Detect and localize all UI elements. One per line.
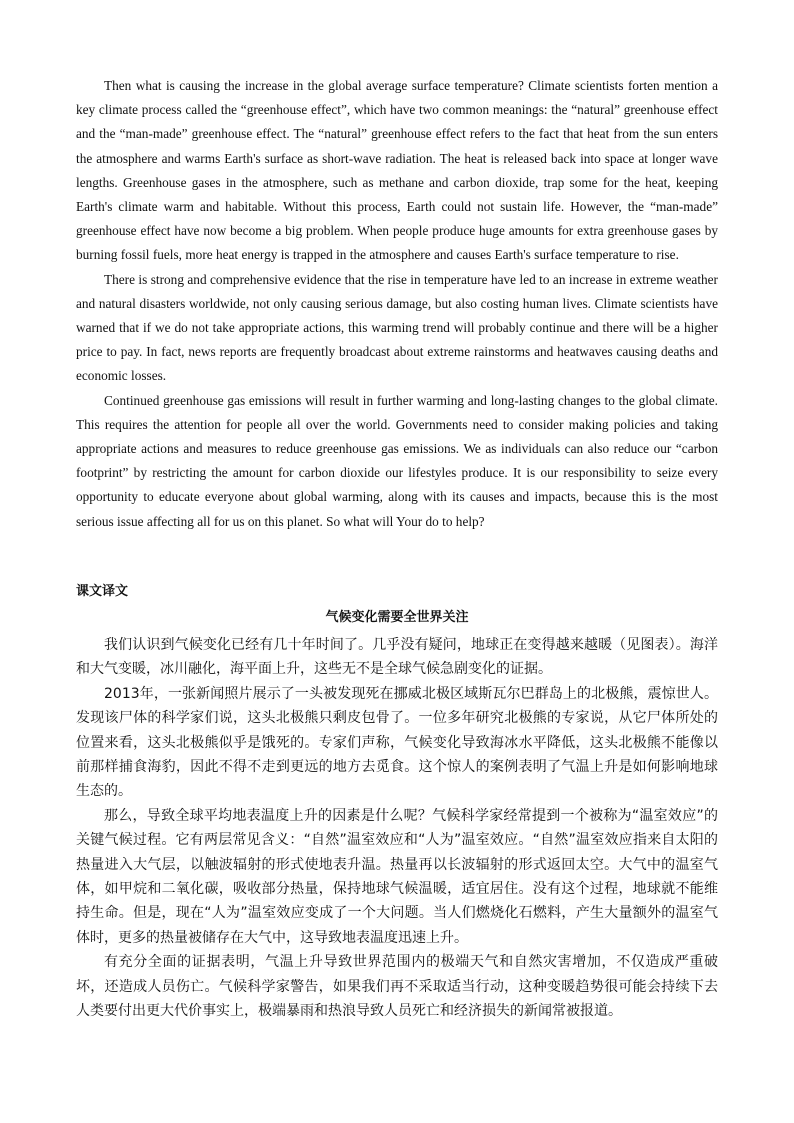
english-text-block: [76, 74, 718, 534]
translation-title: 气候变化需要全世界关注: [325, 610, 469, 625]
chinese-paragraph: 那么，导致全球平均地表温度上升的因素是什么呢？气候科学家经常提到一个被称为“温室效应”的关键气候过程。它有两层常见含义：“自然”温室效应和“人为”温室效应。“自然”温室效应指来自太阳的热量进入大气层，以触波辐射的形式使地表升温。热量再以长波辐射的形式返回太空。大气中的温室气体，如甲烷和二氧化碳，吸收部分热量，保持地球气候温暖，适宜居住。没有这个过程，地球就不能维持生命。但是，现在“人为”温室效应变成了一个大问题。当人们燃烧化石燃料，产生大量额外的温室气体时，更多的热量被储存在大气中，这导致地表温度迅速上升。: [76, 807, 718, 946]
english-paragraph: There is strong and comprehensive evidence that the rise in temperature have led to an increase in extreme weather and natural disasters worldwide, not only causing serious damage, but also costing human lives. Climate scientists have warned that if we do not take appropriate actions, this warming trend will probably continue and there will be a higher price to pay. In fact, news reports are frequently broadcast about extreme rainstorms and heatwaves causing deaths and economic losses.: [76, 271, 718, 384]
chinese-paragraph: 有充分全面的证据表明，气温上升导致世界范围内的极端天气和自然灾害增加，不仅造成严重破坏，还造成人员伤亡。气候科学家警告，如果我们再不采取适当行动，这种变暖趋势很可能会持续下去人类要付出更大代价事实上，极端暴雨和热浪导致人员死亡和经济损失的新闻常被报道。: [76, 954, 718, 1020]
chinese-paragraph: 2013年，一张新闻照片展示了一头被发现死在挪威北极区域斯瓦尔巴群岛上的北极熊，震惊世人。发现该尸体的科学家们说，这头北极熊只剩皮包骨了。一位多年研究北极熊的专家说，从它尸体所处的位置来看，这头北极熊似乎是饿死的。专家们声称，气候变化导致海冰水平降低，这头北极熊不能像以前那样捕食海豹，因此不得不走到更远的地方去觅食。这个惊人的案例表明了气温上升是如何影响地球生态的。: [76, 685, 718, 800]
chinese-text-block: [76, 633, 718, 1024]
translation-heading: 课文译文: [76, 584, 129, 599]
chinese-paragraph: 我们认识到气候变化已经有几十年时间了。几乎没有疑问，地球正在变得越来越暖（见图表）。海洋和大气变暖，冰川融化，海平面上升，这些无不是全球气候急剧变化的证据。: [76, 637, 718, 678]
english-paragraph: Then what is causing the increase in the global average surface temperature? Climate scientists forten mention a key climate process called the “greenhouse effect”, which have two common meanings: the “natural” greenhouse effect and the “man-made” greenhouse effect. The “natural” greenhouse effect refers to the fact that heat from the sun enters the atmosphere and warms Earth's surface as short-wave radiation. The heat is released back into space at longer wave lengths. Greenhouse gases in the atmosphere, such as methane and carbon dioxide, trap some for the heat, keeping Earth's climate warm and habitable. Without this process, Earth could not sustain life. However, the “man-made” greenhouse effect have now become a big problem. When people produce huge amounts for extra greenhouse gases by burning fossil fuels, more heat energy is trapped in the atmosphere and causes Earth's surface temperature to rise.: [76, 78, 718, 263]
english-paragraph: Continued greenhouse gas emissions will result in further warming and long-lasting changes to the global climate. This requires the attention for people all over the world. Governments need to consider making policies and taking appropriate actions and measures to reduce greenhouse gas emissions. We as individuals can also reduce our “carbon footprint” by restricting the amount for carbon dioxide our lifestyles produce. It is our responsibility to seize every opportunity to educate everyone about global warming, along with its causes and impacts, because this is the most serious issue affecting all for us on this planet. So what will Your do to help?: [76, 392, 718, 529]
